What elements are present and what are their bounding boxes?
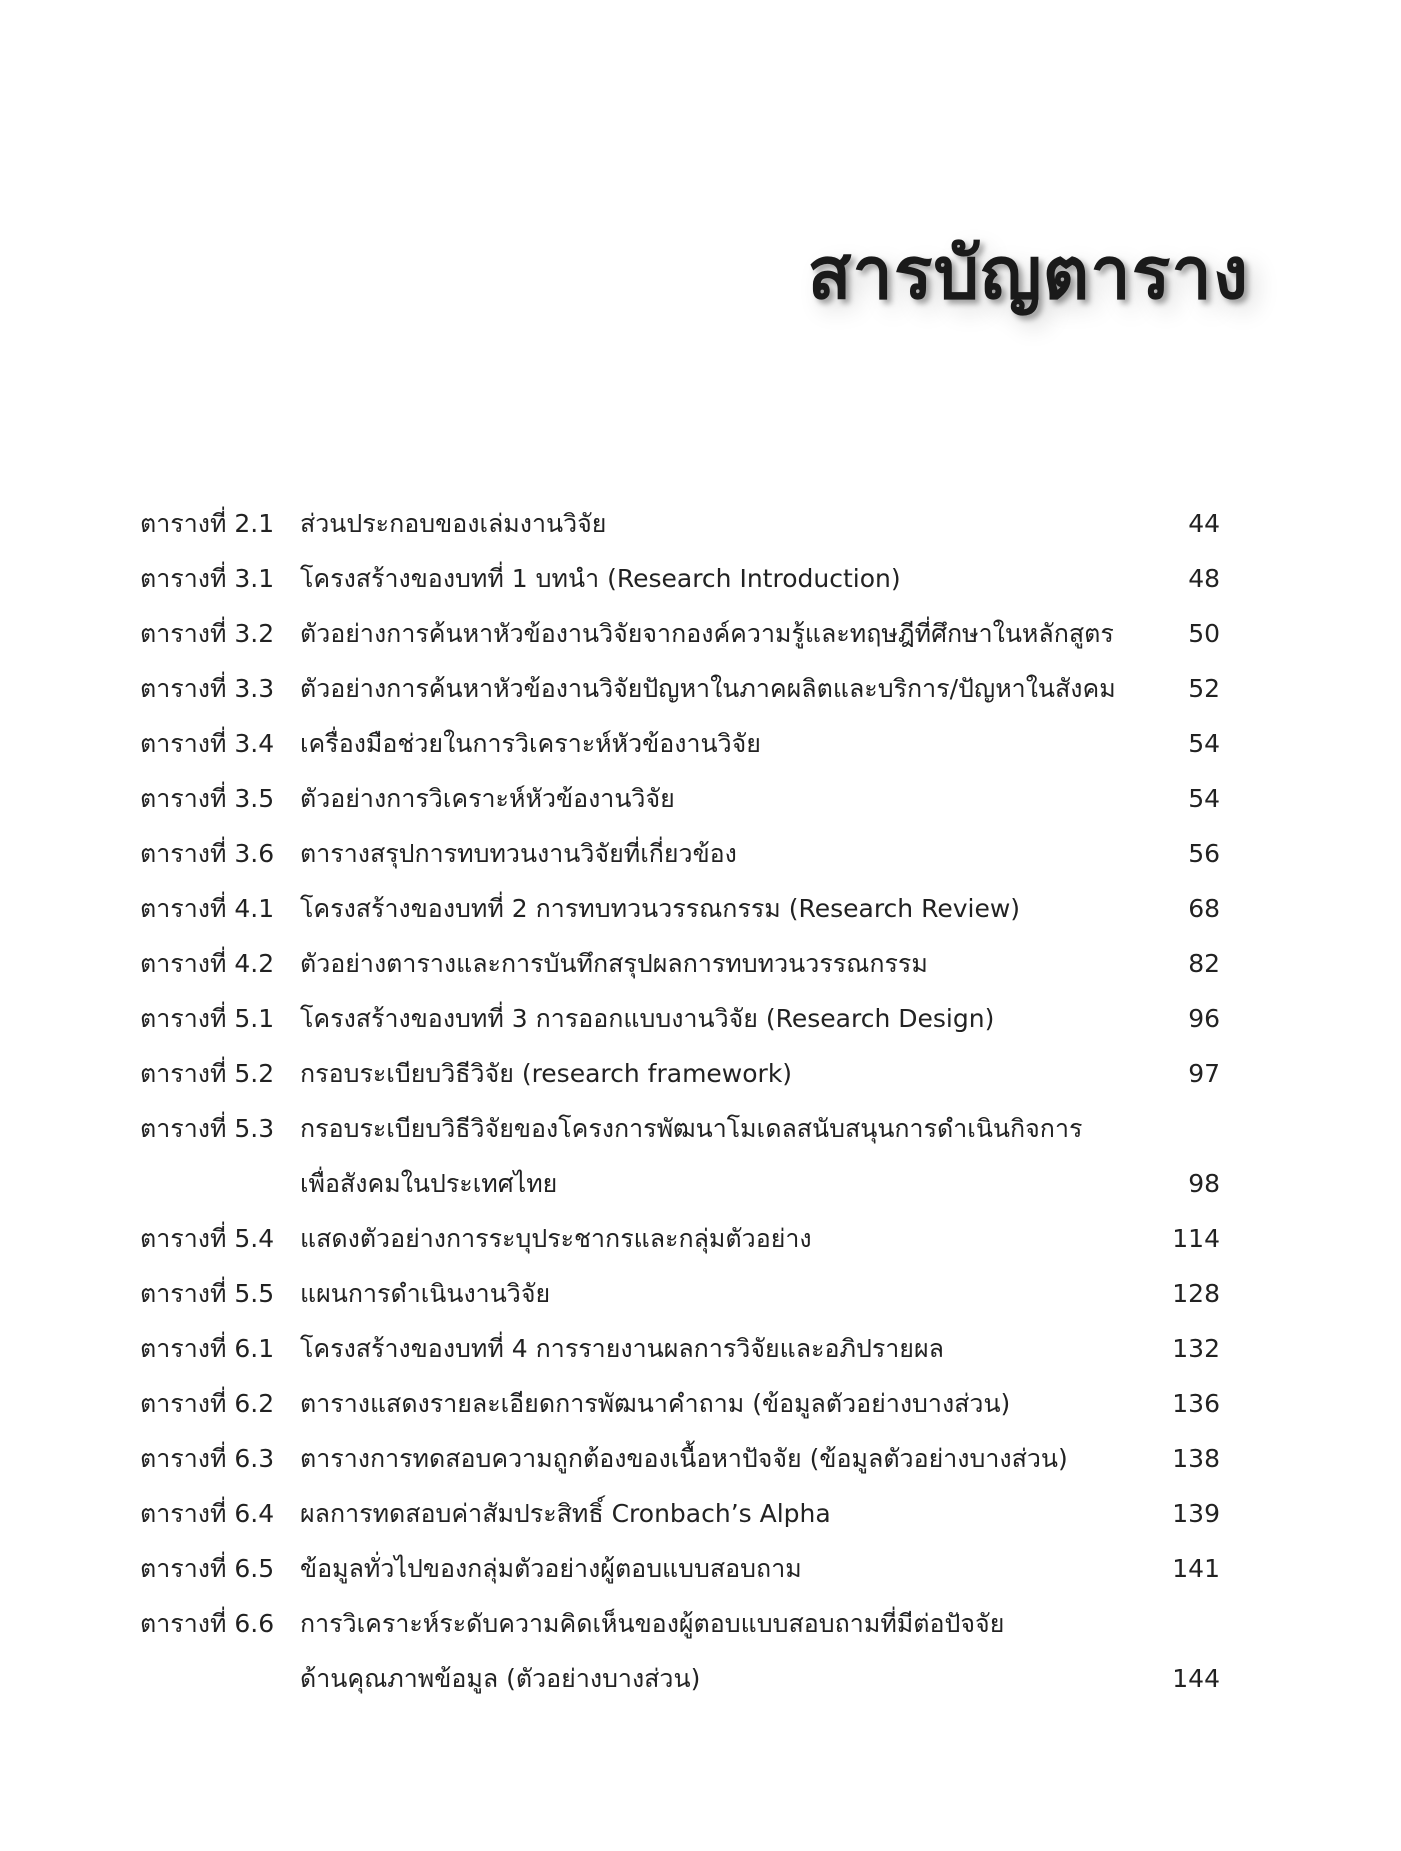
- toc-entry-title-line: กรอบระเบียบวิธีวิจัยของโครงการพัฒนาโมเดลสนับสนุนการดำเนินกิจการ: [300, 1114, 1083, 1143]
- toc-entry-title-line: กรอบระเบียบวิธีวิจัย (research framework): [300, 1059, 793, 1088]
- toc-entry-title: [300, 881, 1140, 936]
- toc-entry-title: [300, 1211, 1140, 1266]
- toc-entry: [140, 1211, 1220, 1266]
- toc-entry-label: ตารางที่ 4.1: [140, 894, 275, 923]
- toc-entry-label: ตารางที่ 2.1: [140, 509, 275, 538]
- toc-entry-title-line: ตัวอย่างการค้นหาหัวข้องานวิจัยปัญหาในภาคผลิตและบริการ/ปัญหาในสังคม: [300, 674, 1116, 703]
- toc-entry-page-number: 54: [1188, 784, 1220, 813]
- toc-entry-label: ตารางที่ 3.1: [140, 564, 275, 593]
- toc-entry: [140, 1431, 1220, 1486]
- toc-entry: [140, 936, 1220, 991]
- toc-entry-label: ตารางที่ 6.6: [140, 1609, 275, 1638]
- toc-entry-page-number: 141: [1172, 1554, 1220, 1583]
- toc-entry-title: [300, 1541, 1140, 1596]
- toc-entry-title-line: ด้านคุณภาพข้อมูล (ตัวอย่างบางส่วน): [300, 1664, 701, 1693]
- toc-entry-label: ตารางที่ 6.2: [140, 1389, 275, 1418]
- toc-entry-title: [300, 936, 1140, 991]
- toc-entry-label: ตารางที่ 3.6: [140, 839, 275, 868]
- toc-entry-label: ตารางที่ 3.2: [140, 619, 275, 648]
- toc-entry-page-number: 144: [1172, 1664, 1220, 1693]
- toc-entry-title-line: ตารางการทดสอบความถูกต้องของเนื้อหาปัจจัย (ข้อมูลตัวอย่างบางส่วน): [300, 1444, 1068, 1473]
- toc-entry-title: [300, 771, 1140, 826]
- toc-entry-page-number: 136: [1172, 1389, 1220, 1418]
- toc-entry: [140, 826, 1220, 881]
- toc-entry-title-line: ตารางแสดงรายละเอียดการพัฒนาคำถาม (ข้อมูลตัวอย่างบางส่วน): [300, 1389, 1011, 1418]
- toc-entry-page-number: 128: [1172, 1279, 1220, 1308]
- toc-entry-label: ตารางที่ 6.4: [140, 1499, 275, 1528]
- toc-entry-title: [300, 1431, 1140, 1486]
- toc-entry-title-line: การวิเคราะห์ระดับความคิดเห็นของผู้ตอบแบบสอบถามที่มีต่อปัจจัย: [300, 1609, 1005, 1638]
- toc-entry-page-number: 97: [1188, 1059, 1220, 1088]
- toc-entry-title-line: ตารางสรุปการทบทวนงานวิจัยที่เกี่ยวข้อง: [300, 839, 737, 868]
- toc-entry: [140, 771, 1220, 826]
- toc-entry-title: [300, 826, 1140, 881]
- toc-entry-title-line: แสดงตัวอย่างการระบุประชากรและกลุ่มตัวอย่าง: [300, 1224, 812, 1253]
- toc-entry-page-number: 114: [1172, 1224, 1220, 1253]
- toc-entry-page-number: 82: [1188, 949, 1220, 978]
- toc-entry-title-line: เครื่องมือช่วยในการวิเคราะห์หัวข้องานวิจัย: [300, 729, 761, 758]
- toc-entry: [140, 1486, 1220, 1541]
- toc-entry: [140, 1101, 1220, 1211]
- toc-entry-page-number: 50: [1188, 619, 1220, 648]
- toc-entry-title: [300, 1101, 1140, 1211]
- toc-entry-title-line: เพื่อสังคมในประเทศไทย: [300, 1169, 558, 1198]
- toc-entry: [140, 606, 1220, 661]
- toc-entry-title-line: แผนการดำเนินงานวิจัย: [300, 1279, 551, 1308]
- toc-entry-title: [300, 496, 1140, 551]
- toc-entry-label: ตารางที่ 3.4: [140, 729, 275, 758]
- table-of-tables-list: [140, 496, 1220, 1706]
- toc-entry-page-number: 44: [1188, 509, 1220, 538]
- toc-entry: [140, 1321, 1220, 1376]
- toc-entry: [140, 881, 1220, 936]
- toc-entry-title-line: โครงสร้างของบทที่ 1 บทนำ (Research Introduction): [300, 564, 901, 593]
- toc-entry-label: ตารางที่ 5.4: [140, 1224, 275, 1253]
- toc-entry: [140, 1266, 1220, 1321]
- toc-entry: [140, 1376, 1220, 1431]
- toc-entry-title-line: โครงสร้างของบทที่ 3 การออกแบบงานวิจัย (Research Design): [300, 1004, 995, 1033]
- toc-entry-label: ตารางที่ 5.1: [140, 1004, 275, 1033]
- toc-entry-label: ตารางที่ 5.5: [140, 1279, 275, 1308]
- toc-entry-page-number: 139: [1172, 1499, 1220, 1528]
- toc-entry-page-number: 132: [1172, 1334, 1220, 1363]
- toc-entry-title: [300, 991, 1140, 1046]
- toc-entry: [140, 1046, 1220, 1101]
- page-title: สารบัญตาราง: [807, 231, 1249, 315]
- toc-entry-page-number: 48: [1188, 564, 1220, 593]
- toc-entry-title: [300, 1046, 1140, 1101]
- toc-entry: [140, 716, 1220, 771]
- toc-entry-title-line: โครงสร้างของบทที่ 2 การทบทวนวรรณกรรม (Research Review): [300, 894, 1021, 923]
- toc-entry-title: [300, 716, 1140, 771]
- toc-entry-title: [300, 606, 1140, 661]
- toc-entry: [140, 1596, 1220, 1706]
- toc-entry-label: ตารางที่ 3.5: [140, 784, 275, 813]
- toc-entry-title-line: ผลการทดสอบค่าสัมประสิทธิ์ Cronbach’s Alpha: [300, 1499, 831, 1528]
- toc-entry-page-number: 98: [1188, 1169, 1220, 1198]
- toc-entry: [140, 1541, 1220, 1596]
- toc-entry-title: [300, 1486, 1140, 1541]
- toc-entry-page-number: 138: [1172, 1444, 1220, 1473]
- toc-entry-page-number: 96: [1188, 1004, 1220, 1033]
- toc-entry-label: ตารางที่ 5.2: [140, 1059, 275, 1088]
- toc-entry-title-line: ตัวอย่างการค้นหาหัวข้องานวิจัยจากองค์ความรู้และทฤษฎีที่ศึกษาในหลักสูตร: [300, 619, 1114, 648]
- toc-entry: [140, 991, 1220, 1046]
- toc-entry-label: ตารางที่ 4.2: [140, 949, 275, 978]
- toc-entry-label: ตารางที่ 6.1: [140, 1334, 275, 1363]
- toc-entry-title: [300, 551, 1140, 606]
- toc-entry: [140, 661, 1220, 716]
- toc-entry-title: [300, 1321, 1140, 1376]
- toc-entry: [140, 551, 1220, 606]
- toc-entry-title-line: โครงสร้างของบทที่ 4 การรายงานผลการวิจัยและอภิปรายผล: [300, 1334, 944, 1363]
- toc-entry: [140, 496, 1220, 551]
- toc-entry-title: [300, 1266, 1140, 1321]
- toc-entry-label: ตารางที่ 6.5: [140, 1554, 275, 1583]
- toc-entry-title: [300, 661, 1140, 716]
- toc-entry-label: ตารางที่ 6.3: [140, 1444, 275, 1473]
- toc-entry-title: [300, 1376, 1140, 1431]
- toc-entry-title-line: ข้อมูลทั่วไปของกลุ่มตัวอย่างผู้ตอบแบบสอบถาม: [300, 1554, 802, 1583]
- toc-entry-title-line: ส่วนประกอบของเล่มงานวิจัย: [300, 509, 607, 538]
- toc-entry-page-number: 54: [1188, 729, 1220, 758]
- toc-entry-page-number: 68: [1188, 894, 1220, 923]
- toc-entry-label: ตารางที่ 3.3: [140, 674, 275, 703]
- toc-entry-title-line: ตัวอย่างการวิเคราะห์หัวข้องานวิจัย: [300, 784, 675, 813]
- toc-entry-title-line: ตัวอย่างตารางและการบันทึกสรุปผลการทบทวนวรรณกรรม: [300, 949, 928, 978]
- toc-entry-label: ตารางที่ 5.3: [140, 1114, 275, 1143]
- toc-entry-page-number: 52: [1188, 674, 1220, 703]
- toc-entry-title: [300, 1596, 1140, 1706]
- toc-entry-page-number: 56: [1188, 839, 1220, 868]
